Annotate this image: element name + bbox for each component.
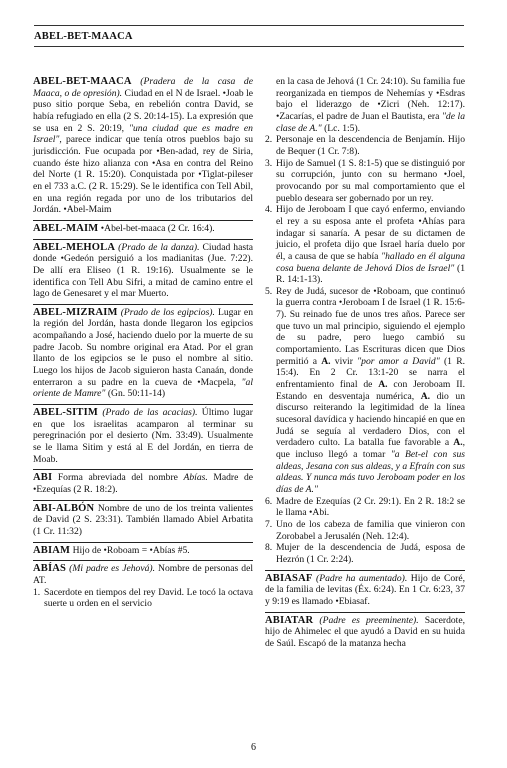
sense-text: dio un discurso reiterando la legitimidad de la línea sucesoral davídica y haciendo hincapié en que en Judá se seguía al verdadero Dios, con el verdadero culto. La batalla fue favorable a bbox=[276, 390, 465, 449]
sense-text: (1 R. 15:4). En 2 Cr. 13:1-20 se narra el enfrentamiento final de bbox=[276, 355, 466, 391]
headword: ABIATAR bbox=[265, 614, 314, 626]
entry-text: Madre de •Ezequías (2 R. 18:2). bbox=[33, 472, 253, 495]
sense-number: 7. bbox=[265, 518, 273, 530]
quote: "de la clase de A." bbox=[276, 110, 465, 134]
sense-item bbox=[265, 286, 465, 496]
entry-text: Forma abreviada del nombre bbox=[52, 472, 184, 484]
sense-text: Sacerdote en tiempos del rey David. Le tocó la octava suerte u orden en el servicio bbox=[44, 586, 253, 610]
sense-text: Mujer de la descendencia de Judá, esposa de Hezrón (1 Cr. 2:24). bbox=[276, 542, 465, 565]
headword: ABEL-BET-MAACA bbox=[33, 76, 132, 87]
entry-text: Lugar en la región del Jordán, hasta donde llegaron los egipcios acompañando a José, haciendo duelo por la muerte de su padre Jacob. Su nombre original era Atad. Por el gran llanto de los egipcios se le puso el nombre al sitio. Luego los hijos de Jacob siguieron hasta Canaán, donde enterraron a su padre en la cueva de •Macpela, bbox=[33, 306, 253, 388]
sense-number: 3. bbox=[265, 157, 273, 169]
sense-text: en la casa de Jehová (1 Cr. 24:10). Su familia fue reorganizada en tiempos de Nehemías y •Esdras bajo el liderazgo de •Zicri (Neh. 12:17). •Zacarías, el padre de Juan el Bautista, era bbox=[276, 76, 465, 122]
sense-number: 8. bbox=[265, 542, 273, 554]
sense-text: Uno de los cabeza de familia que vinieron con Zorobabel a Jerusalén (Neh. 12:4). bbox=[276, 518, 465, 542]
sense-item bbox=[265, 76, 465, 134]
abbrev: A. bbox=[453, 437, 463, 449]
headword: ABÍAS bbox=[33, 563, 67, 575]
headword: ABI-ALBÓN bbox=[33, 502, 95, 514]
quote: "una ciudad que es madre en Israel" bbox=[33, 122, 253, 146]
entry-text: Ciudad en el N de Israel. •Joab le puso sitio porque Seba, en rebelión contra David, se había refugiado en ella (2 S. 20:14-15). La expresión que se usa en 2 S. 20:19, bbox=[33, 87, 254, 134]
entry-abias bbox=[33, 560, 253, 610]
quote: "al oriente de Mamre" bbox=[33, 376, 253, 400]
sense-text: , que incluso llegó a tomar bbox=[276, 437, 465, 460]
entry-text: Ciudad hasta donde •Gedeón persiguió a los madianitas (Jue. 7:22). De allí era Eliseo (1 R. 19:16). Usualmente se le identifica con Tell Abu Sifri, a mitad de camino entre el lago de Genesaret y el mar Muerto. bbox=[33, 241, 253, 300]
sense-item bbox=[265, 204, 465, 286]
etymology: (Pradera de la casa de Maaca, o de opresión). bbox=[33, 76, 253, 99]
headword: ABIASAF bbox=[265, 572, 313, 584]
entry-abel-mehola bbox=[33, 239, 253, 300]
entry-abiam bbox=[33, 542, 253, 557]
entry-abel-mizraim bbox=[33, 304, 253, 400]
abbrev: A. bbox=[378, 379, 388, 391]
entry-abel-maim bbox=[33, 220, 253, 235]
sense-number: 4. bbox=[265, 204, 273, 216]
sense-text: Hijo de Jeroboam I que cayó enfermo, enviando el rey a su esposa ante el profeta •Ahías para indagar si sanaría. A pesar de su dictamen de juicio, el profeta dijo que Israel haría duelo por él, a causa de que se había bbox=[276, 204, 465, 262]
abbrev: A. bbox=[420, 390, 431, 402]
quote: "por amor a David" bbox=[357, 355, 440, 367]
sense-text: Madre de Ezequías (2 Cr. 29:1). En 2 R. 18:2 se le llama •Abi. bbox=[276, 495, 465, 519]
etymology: (Prado de la danza). bbox=[118, 241, 200, 253]
entry-text: (Gn. 50:11-14) bbox=[105, 388, 166, 400]
entry-text: Hijo de •Roboam = •Abías #5. bbox=[70, 544, 190, 556]
sense-text: con Jeroboam II. Estando en desventaja numérica, bbox=[276, 379, 465, 402]
etymology: (Mi padre es Jehová). bbox=[69, 563, 155, 575]
headword: ABEL-SITIM bbox=[33, 407, 99, 419]
sense-item bbox=[265, 158, 465, 205]
sense-number: 1. bbox=[33, 586, 41, 598]
headword: ABI bbox=[33, 472, 53, 484]
entry-text: Nombre de personas del AT. bbox=[33, 563, 253, 586]
headword: ABEL-MAIM bbox=[33, 222, 99, 234]
entry-text: , parece indicar que tenía otros pueblos bajo su jurisdicción. Fue ocupada por •Ben-adad, rey de Siria, cuando éste hizo alianza con •Asa en contra del Reino del Norte (1 R. 15:20). Conquistada por •Tiglat-pileser en el 733 a.C. (2 R. 15:29). Se le identifica con Tell Abil, en una región regada por uno de los tributarios del Jordán. •Abel-Maim bbox=[33, 134, 253, 216]
sense-item bbox=[265, 542, 465, 565]
sense-text: Personaje en la descendencia de Benjamín. Hijo de Bequer (1 Cr. 7:8). bbox=[276, 134, 465, 157]
sense-number: 2. bbox=[265, 134, 273, 146]
sense-item bbox=[265, 496, 465, 519]
entry-text: Hijo de Coré, de la familia de levitas (Éx. 6:24). En 1 Cr. 6:23, 37 y 9:19 es llamado •Ebiasaf. bbox=[265, 572, 466, 607]
entry-text: Sacerdote, hijo de Ahimelec el que ayudó a David en su huida de Saúl. Escapó de la matanza hecha bbox=[265, 614, 465, 649]
sense-number: 6. bbox=[265, 495, 273, 507]
sense-list bbox=[265, 76, 465, 566]
sense-list bbox=[33, 587, 253, 610]
entry-abel-sitim bbox=[33, 404, 253, 465]
quote: "a Bet-el con sus aldeas, Jesana con sus aldeas, y a Efraín con sus aldeas. Y nunca más tuvo Jeroboam poder en los días de A." bbox=[276, 449, 465, 495]
left-column bbox=[33, 76, 253, 614]
right-column bbox=[265, 76, 465, 654]
entry-abi bbox=[33, 469, 253, 495]
headword: ABEL-MEHOLA bbox=[33, 241, 116, 253]
entry-abiasaf bbox=[265, 570, 465, 608]
headword: ABEL-MIZRAIM bbox=[33, 306, 118, 318]
etymology: (Prado de las acacias). bbox=[102, 407, 198, 419]
sense-number: 5. bbox=[265, 285, 273, 297]
quote: "hallado en él alguna cosa buena delante de Jehová Dios de Israel" bbox=[276, 250, 465, 274]
entry-abiatar bbox=[265, 612, 465, 650]
headword: ABIAM bbox=[33, 544, 71, 556]
name-italic: Abías. bbox=[183, 472, 208, 484]
sense-text: vivir bbox=[330, 355, 358, 367]
etymology: (Padre ha aumentado). bbox=[316, 572, 408, 584]
sense-text: (Lc. 1:5). bbox=[321, 122, 361, 134]
etymology: (Prado de los egipcios). bbox=[120, 306, 215, 318]
sense-text: Rey de Judá, sucesor de •Roboam, que continuó la guerra contra •Jeroboam I de Israel (1 R. 15:6-7). Su reinado fue de unos tres años. Parece ser que tuvo un mal principio, siguiendo el ejemplo de su padre, pero luego cambió su comportamiento. Las Escrituras dicen que Dios permitió a bbox=[276, 285, 465, 367]
entry-text: Último lugar en que los israelitas acamparon al terminar su peregrinación por el desierto (Nm. 33:49). Usualmente se le llama Sitim y está al E del Jordán, en tierra de Moab. bbox=[33, 407, 253, 465]
header-rule bbox=[34, 46, 464, 47]
sense-text: Hijo de Samuel (1 S. 8:1-5) que se distinguió por su corrupción, junto con su hermano •Joel, provocando por su mal comportamiento que el pueblo deseara ser gobernado por un rey. bbox=[276, 157, 465, 204]
entry-text: •Abel-bet-maaca (2 Cr. 16:4). bbox=[98, 222, 215, 234]
running-header: ABEL-BET-MAACA bbox=[34, 31, 133, 42]
entry-abel-bet-maaca bbox=[33, 76, 253, 216]
sense-item bbox=[265, 134, 465, 157]
page-number: 6 bbox=[251, 742, 256, 753]
abbrev: A. bbox=[321, 355, 331, 367]
entry-text: Nombre de uno de los treinta valientes de David (2 S. 23:31). También llamado Abiel Arbatita (1 Cr. 11:32) bbox=[33, 502, 253, 537]
sense-text: (1 R. 14:1-13). bbox=[276, 262, 465, 286]
entry-abi-albon bbox=[33, 500, 253, 538]
sense-item bbox=[265, 519, 465, 542]
sense-item bbox=[33, 587, 253, 610]
top-rule bbox=[34, 25, 464, 26]
etymology: (Padre es preeminente). bbox=[319, 614, 419, 626]
entry-abias-continued bbox=[265, 76, 465, 566]
